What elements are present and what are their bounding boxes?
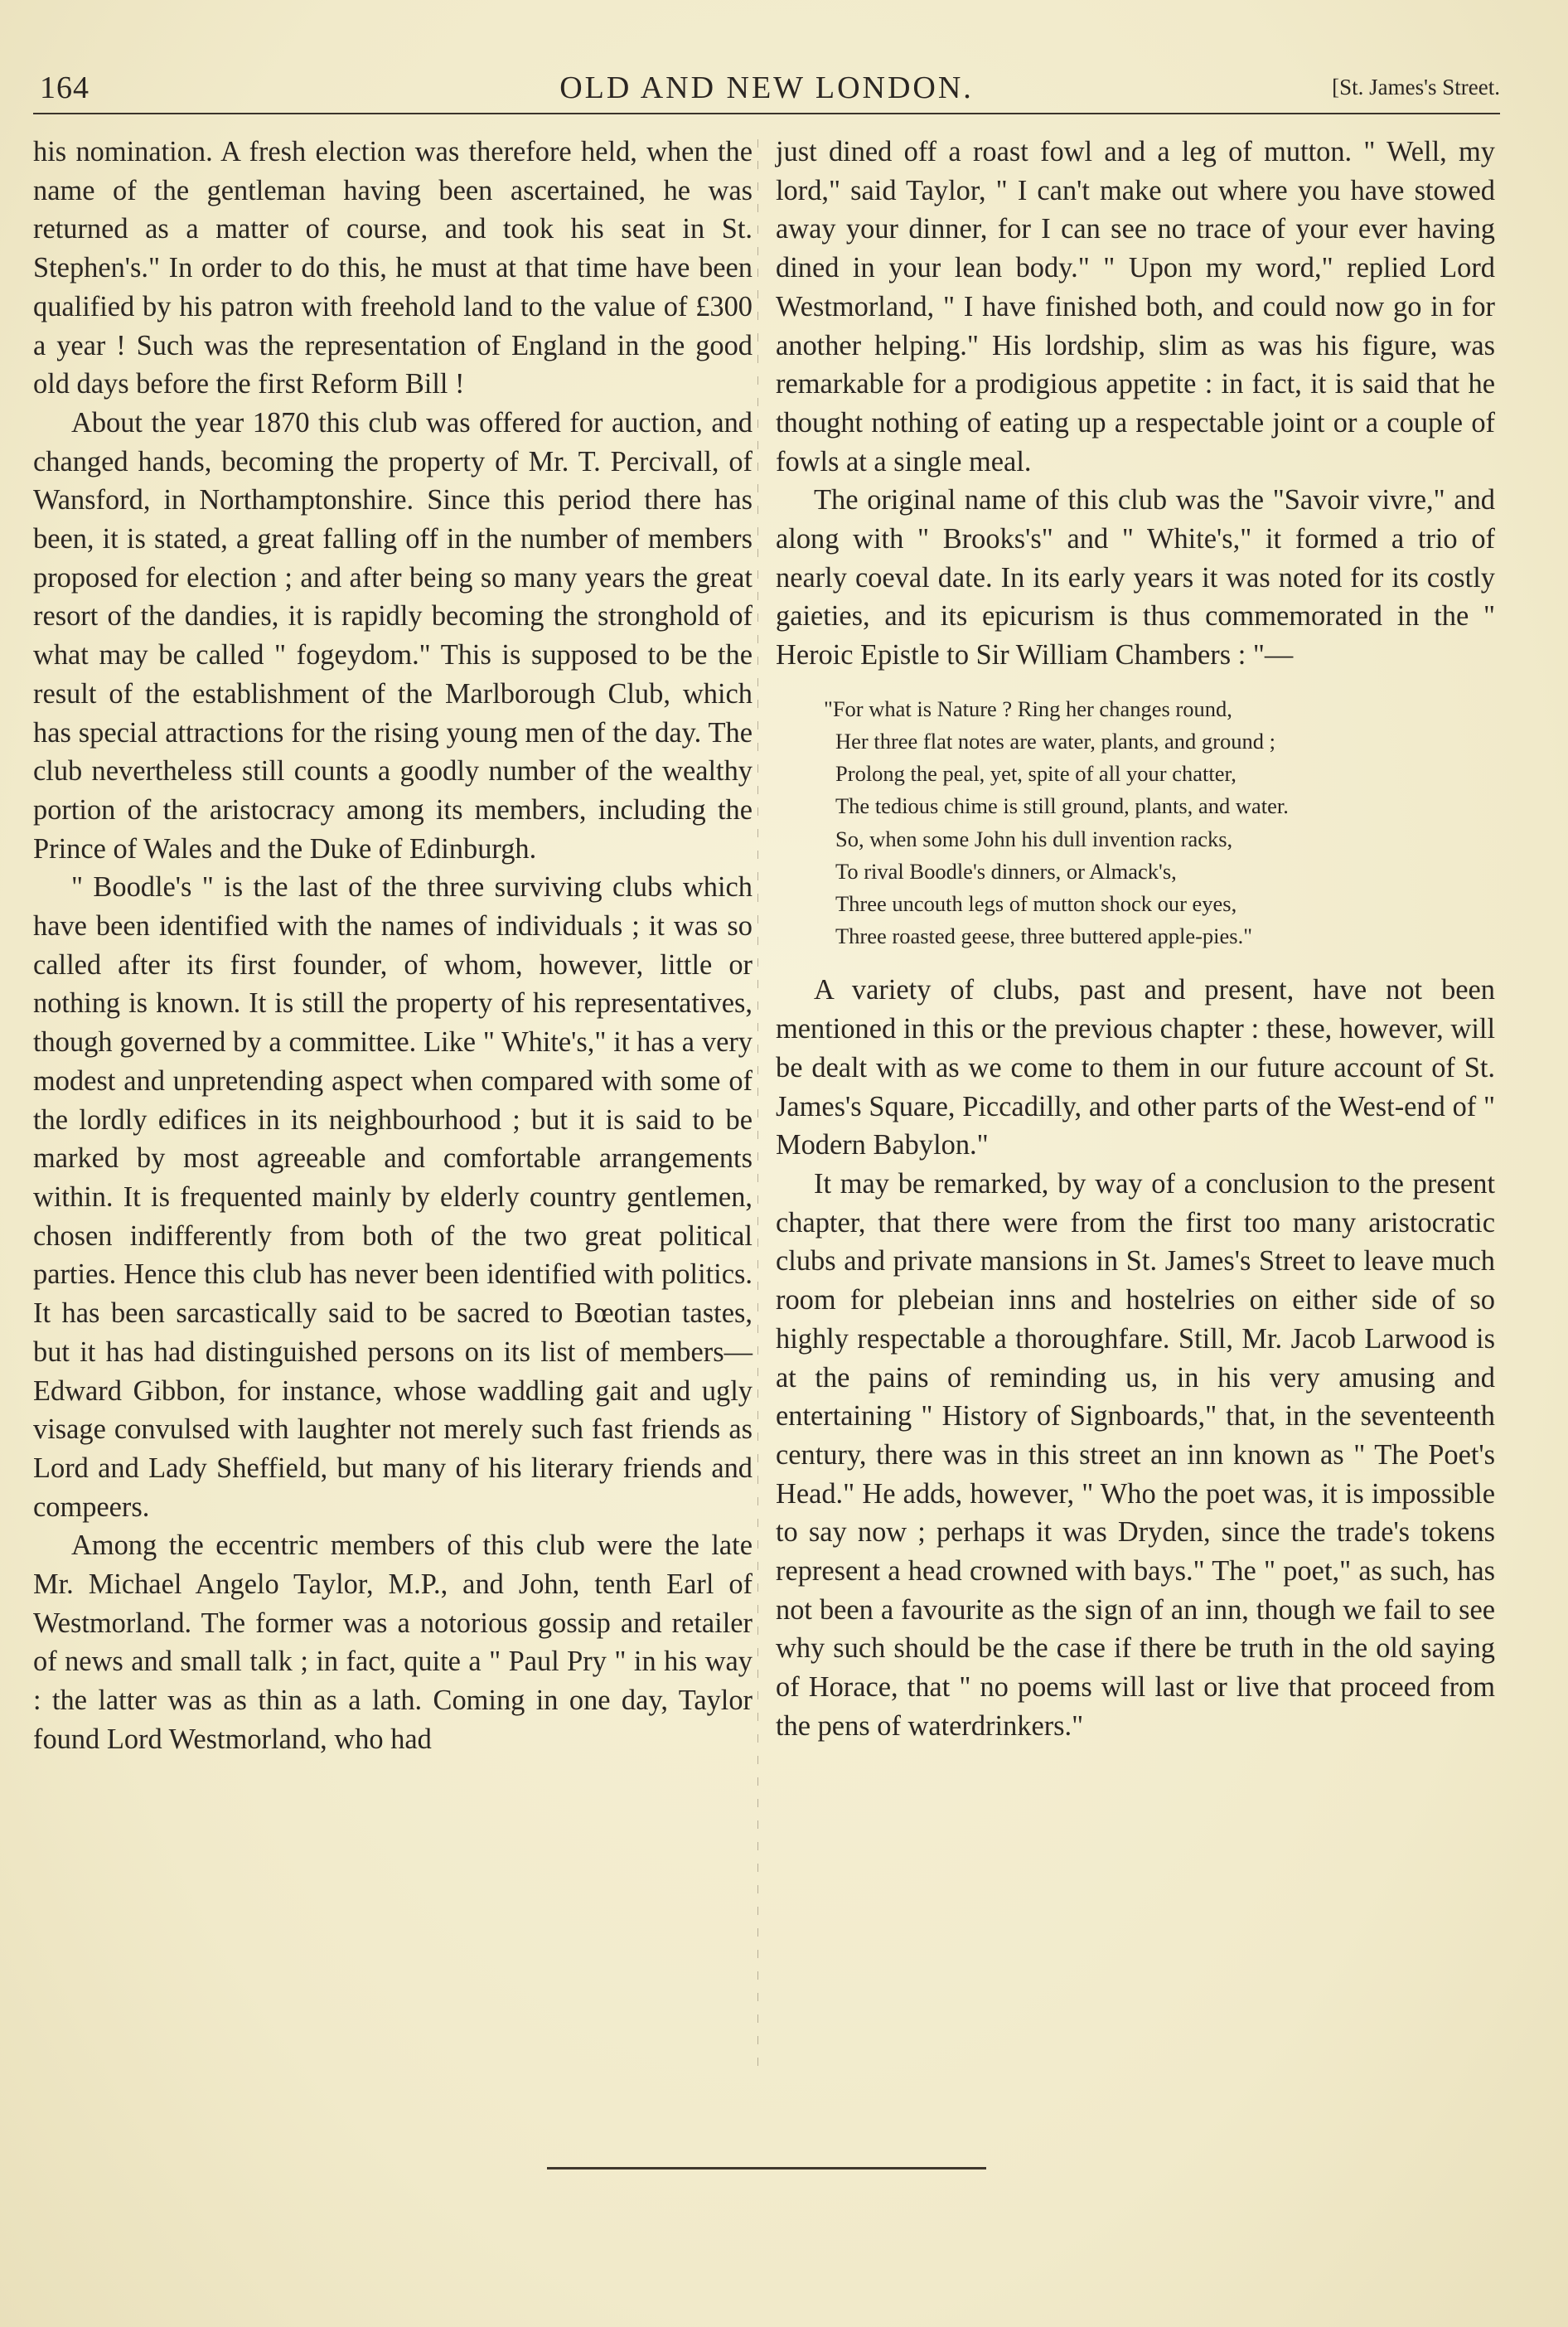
poem-quotation — [824, 693, 1495, 953]
column-divider — [757, 139, 758, 2079]
header-rule — [33, 113, 1500, 114]
paragraph: " Boodle's " is the last of the three surviving clubs which have been identified with the names of individuals ; it was so called after its first founder, of whom, however, little or nothing is known. It is still the property of his representatives, though governed by a committee. Like " White's," it has a very modest and unpretending aspect when compared with some of the lordly edifices in its neighbourhood ; but it is said to be marked by most agreeable and comfortable arrangements within. It is frequented mainly by elderly country gentlemen, chosen indifferently from both of the two great political parties. Hence this club has never been identified with politics. It has been sarcastically said to be sacred to Bœotian tastes, but it has had distinguished persons on its list of members— Edward Gibbon, for instance, whose waddling gait and ugly visage convulsed with laughter not merely such fast friends as Lord and Lady Sheffield, but many of his literary friends and compeers. — [33, 871, 753, 1523]
running-header — [33, 66, 1500, 116]
paragraph: Among the eccentric members of this club were the late Mr. Michael Angelo Taylor, M.P., and John, tenth Earl of Westmorland. The former was a notorious gossip and retailer of news and small talk ; in fact, quite a " Paul Pry " in his way : the latter was as thin as a lath. Coming in one day, Taylor found Lord Westmorland, who had — [33, 1530, 753, 1755]
poem-line: The tedious chime is still ground, plants, and water. — [835, 793, 1289, 819]
poem-line: So, when some John his dull invention racks, — [835, 826, 1233, 851]
poem-line: "For what is Nature ? Ring her changes round, — [824, 696, 1232, 721]
page-number: 164 — [40, 70, 90, 105]
paragraph: About the year 1870 this club was offered for auction, and changed hands, becoming the property of Mr. T. Percivall, of Wansford, in Northamptonshire. Since this period there has been, it is stated, a great falling off in the number of members proposed for election ; and after being so many years the great resort of the dandies, it is rapidly becoming the stronghold of what may be called " fogeydom." This is supposed to be the result of the establishment of the Marlborough Club, which has special attractions for the rising young men of the day. The club nevertheless still counts a goodly number of the wealthy portion of the aristocracy among its members, including the Prince of Wales and the Duke of Edinburgh. — [33, 406, 753, 865]
book-title: OLD AND NEW LONDON. — [559, 70, 974, 105]
paragraph: It may be remarked, by way of a conclusion to the present chapter, that there were from the first too many aristocratic clubs and private mansions in St. James's Street to leave much room for plebeian inns and hostelries on either side of so highly respectable a thoroughfare. Still, Mr. Jacob Larwood is at the pains of reminding us, in his very amusing and entertaining " History of Signboards," that, in the seventeenth century, there was in this street an inn known as " The Poet's Head." He adds, however, " Who the poet was, it is impossible to say now ; perhaps it was Dryden, since the trade's tokens represent a head crowned with bays." The " poet," as such, has not been a favourite as the sign of an inn, though we fail to see why such should be the case if there be truth in the old saying of Horace, that " no poems will last or live that proceed from the pens of waterdrinkers." — [776, 1167, 1495, 1742]
paragraph: just dined off a roast fowl and a leg of mutton. " Well, my lord," said Taylor, " I can't make out where you have stowed away your dinner, for I can see no trace of your ever having dined in your lean body." " Upon my word," replied Lord Westmorland, " I have finished both, and could now go in for another helping." His lordship, slim as was his figure, was remarkable for a prodigious appetite : in fact, it is said that he thought nothing of eating up a respectable joint or a couple of fowls at a single meal. — [776, 136, 1495, 478]
left-column — [33, 133, 753, 1759]
paragraph: The original name of this club was the "Savoir vivre," and along with " Brooks's" and " White's," it formed a trio of nearly coeval date. In its early years it was noted for its costly gaieties, and its epicurism is thus commemorated in the " Heroic Epistle to Sir William Chambers : "— — [776, 484, 1495, 671]
paragraph: his nomination. A fresh election was therefore held, when the name of the gentleman having been ascertained, he was returned as a matter of course, and took his seat in St. Stephen's." In order to do this, he must at that time have been qualified by his patron with freehold land to the value of £300 a year ! Such was the representation of England in the good old days before the first Reform Bill ! — [33, 136, 753, 400]
poem-line: Three uncouth legs of mutton shock our eyes, — [835, 891, 1237, 917]
end-rule — [547, 2167, 986, 2169]
poem-line: Prolong the peal, yet, spite of all your chatter, — [835, 761, 1236, 787]
paragraph: A variety of clubs, past and present, have not been mentioned in this or the previous chapter : these, however, will be dealt with as we come to them in our future account of St. James's Square, Piccadilly, and other parts of the West-end of " Modern Babylon." — [776, 974, 1495, 1161]
poem-line: To rival Boodle's dinners, or Almack's, — [835, 858, 1177, 884]
section-heading: [St. James's Street. — [1332, 75, 1500, 99]
right-column — [776, 133, 1495, 1746]
poem-line: Three roasted geese, three buttered apple-pies." — [835, 924, 1253, 949]
poem-line: Her three flat notes are water, plants, and ground ; — [835, 729, 1275, 754]
